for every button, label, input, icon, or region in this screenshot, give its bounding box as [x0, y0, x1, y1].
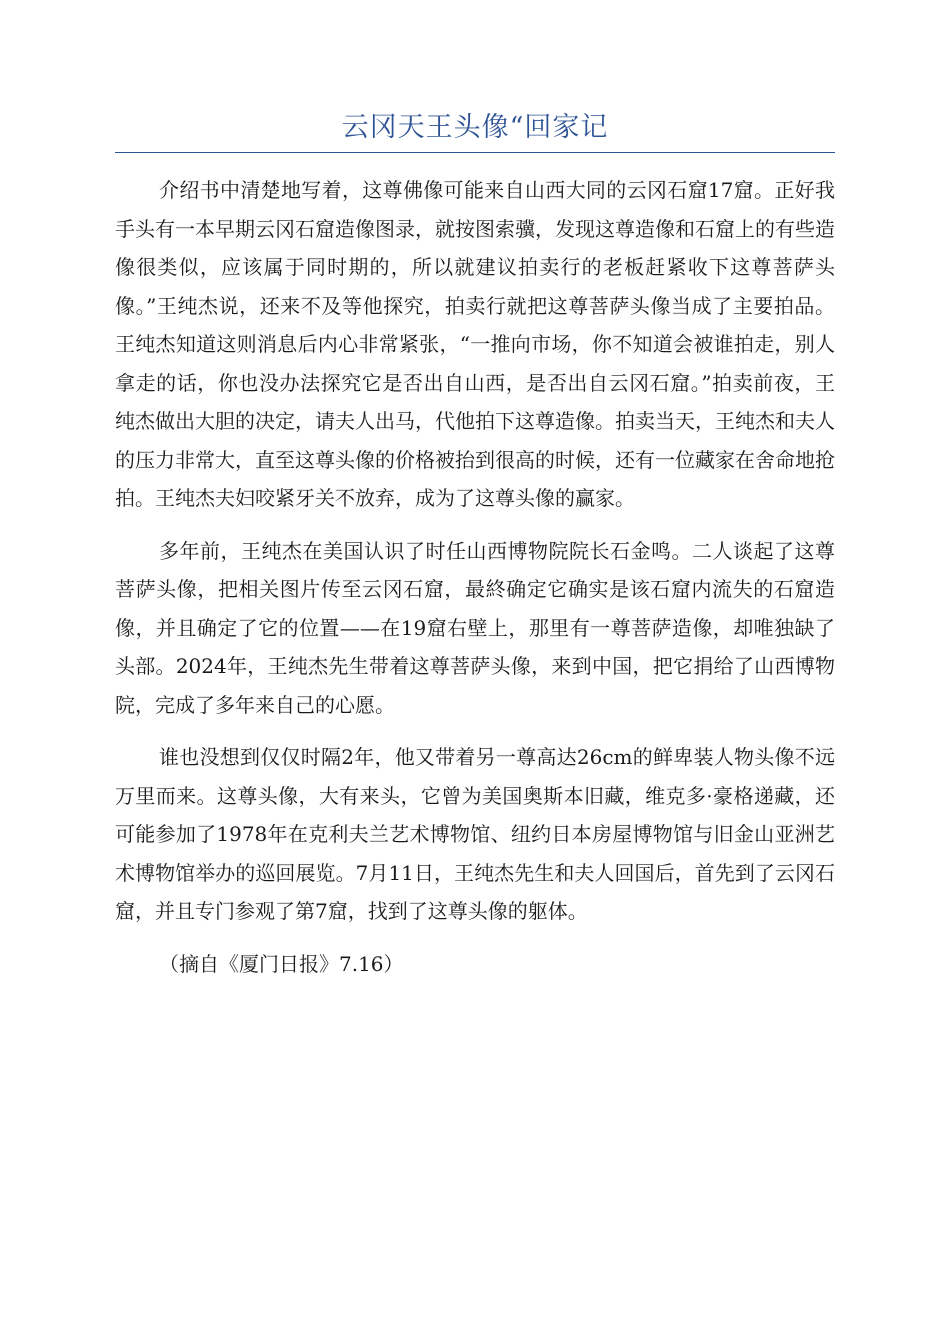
paragraph-3: 谁也没想到仅仅时隔2年，他又带着另一尊高达26cm的鲜卑装人物头像不远万里而来。这尊头像，大有来头，它曾为美国奥斯本旧藏，维克多·豪格递藏，还可能参加了1978年在克利夫兰艺术博物馆、纽约日本房屋博物馆与旧金山亚洲艺术博物馆举办的巡回展览。7月11日，王纯杰先生和夫人回国后，首先到了云冈石窟，并且专门参观了第7窟，找到了这尊头像的躯体。	[115, 745, 835, 923]
source-citation: （摘自《厦门日报》7.16）	[159, 951, 404, 976]
document-title: 云冈天王头像“回家记	[341, 112, 609, 143]
document-page	[115, 110, 835, 983]
paragraph-1: 介绍书中清楚地写着，这尊佛像可能来自山西大同的云冈石窟17窟。正好我手头有一本早期云冈石窟造像图录，就按图索骥，发现这尊造像和石窟上的有些造像很类似，应该属于同时期的，所以就建议拍卖行的老板赶紧收下这尊菩萨头像。”王纯杰说，还来不及等他探究，拍卖行就把这尊菩萨头像当成了主要拍品。王纯杰知道这则消息后内心非常紧张，“一推向市场，你不知道会被谁拍走，别人拿走的话，你也没办法探究它是否出自山西，是否出自云冈石窟。”拍卖前夜，王纯杰做出大胆的决定，请夫人出马，代他拍下这尊造像。拍卖当天，王纯杰和夫人的压力非常大，直至这尊头像的价格被抬到很高的时候，还有一位藏家在舍命地抢拍。王纯杰夫妇咬紧牙关不放弃，成为了这尊头像的赢家。	[115, 178, 835, 510]
title-underline	[115, 152, 835, 153]
paragraph-2: 多年前，王纯杰在美国认识了时任山西博物院院长石金鸣。二人谈起了这尊菩萨头像，把相关图片传至云冈石窟，最終确定它确实是该石窟内流失的石窟造像，并且确定了它的位置——在19窟右壁上，那里有一尊菩萨造像，却唯独缺了头部。2024年，王纯杰先生带着这尊菩萨头像，来到中国，把它捐给了山西博物院，完成了多年来自己的心愿。	[115, 538, 835, 717]
